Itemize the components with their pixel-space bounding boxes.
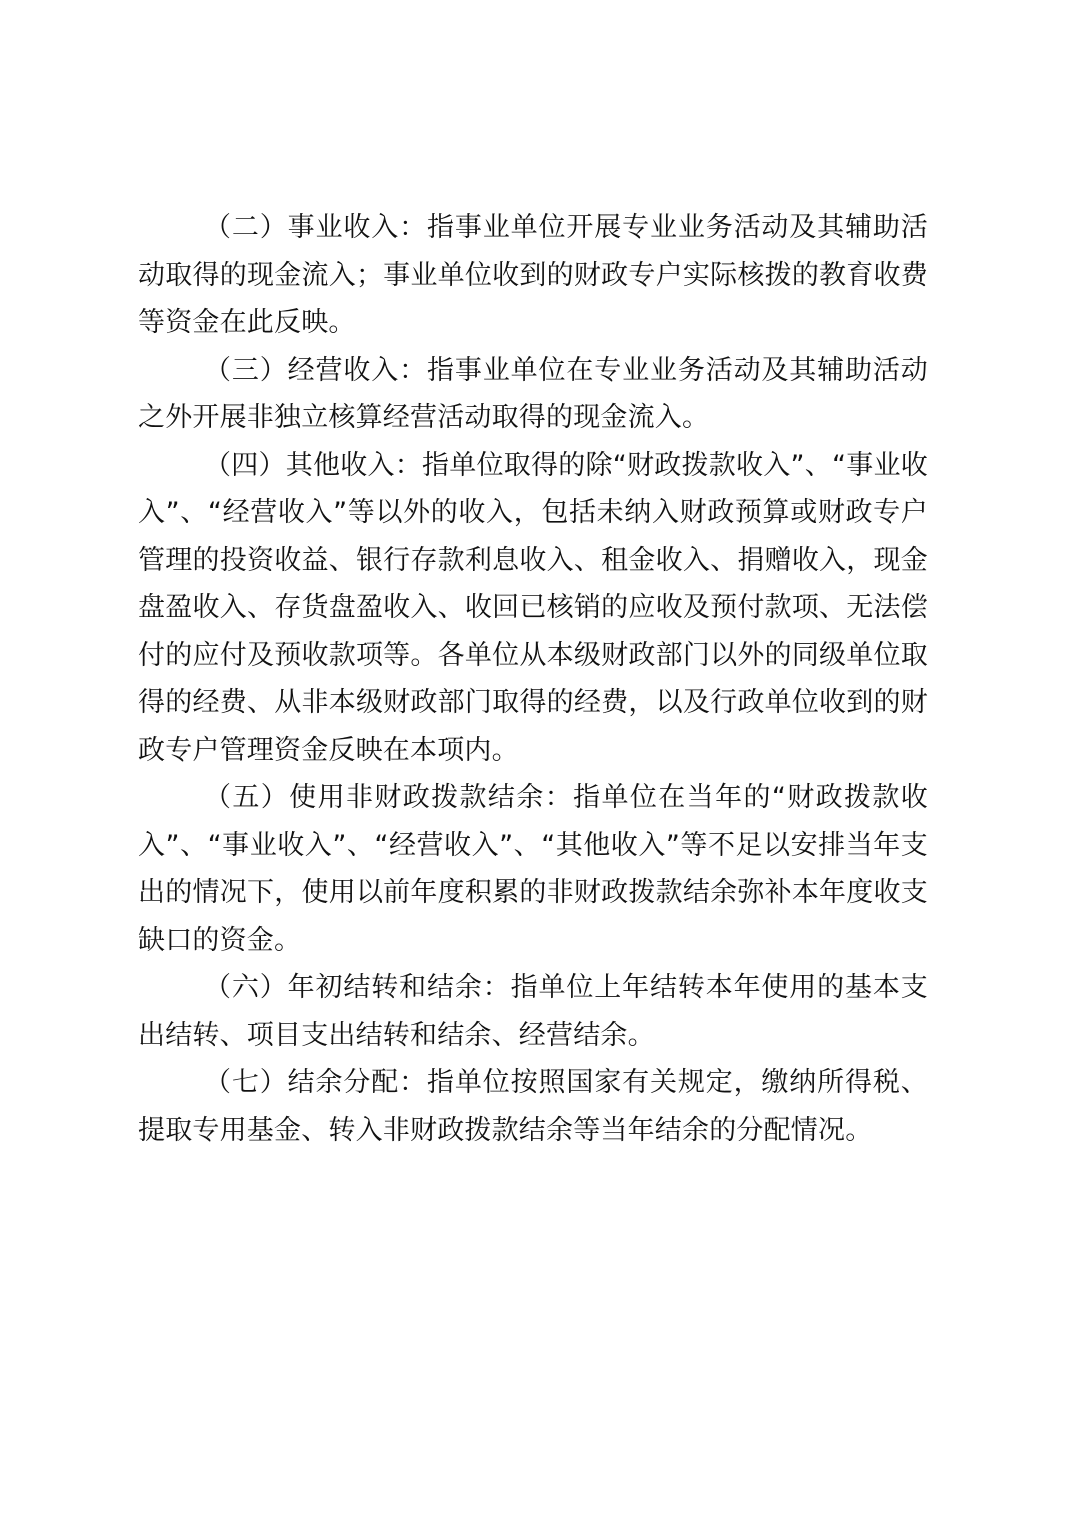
paragraph-opening-carryover: （六）年初结转和结余：指单位上年结转本年使用的基本支出结转、项目支出结转和结余、经营结余。 xyxy=(138,972,928,1051)
document-body xyxy=(138,204,928,1154)
paragraph-other-income: （四）其他收入：指单位取得的除“财政拨款收入”、“事业收入”、“经营收入”等以外的收入，包括未纳入财政预算或财政专户管理的投资收益、银行存款利息收入、租金收入、捐赠收入，现金盘盈收入、存货盘盈收入、收回已核销的应收及预付款项、无法偿付的应付及预收款项等。各单位从本级财政部门以外的同级单位取得的经费、从非本级财政部门取得的经费，以及行政单位收到的财政专户管理资金反映在本项内。 xyxy=(138,449,928,766)
paragraph-surplus-distribution: （七）结余分配：指单位按照国家有关规定，缴纳所得税、提取专用基金、转入非财政拨款结余等当年结余的分配情况。 xyxy=(138,1067,928,1146)
paragraph-operating-income: （三）经营收入：指事业单位在专业业务活动及其辅助活动之外开展非独立核算经营活动取得的现金流入。 xyxy=(138,354,928,433)
paragraph-non-fiscal-surplus-use: （五）使用非财政拨款结余：指单位在当年的“财政拨款收入”、“事业收入”、“经营收入”、“其他收入”等不足以安排当年支出的情况下，使用以前年度积累的非财政拨款结余弥补本年度收支缺口的资金。 xyxy=(138,782,928,956)
paragraph-business-income: （二）事业收入：指事业单位开展专业业务活动及其辅助活动取得的现金流入；事业单位收到的财政专户实际核拨的教育收费等资金在此反映。 xyxy=(138,212,928,338)
